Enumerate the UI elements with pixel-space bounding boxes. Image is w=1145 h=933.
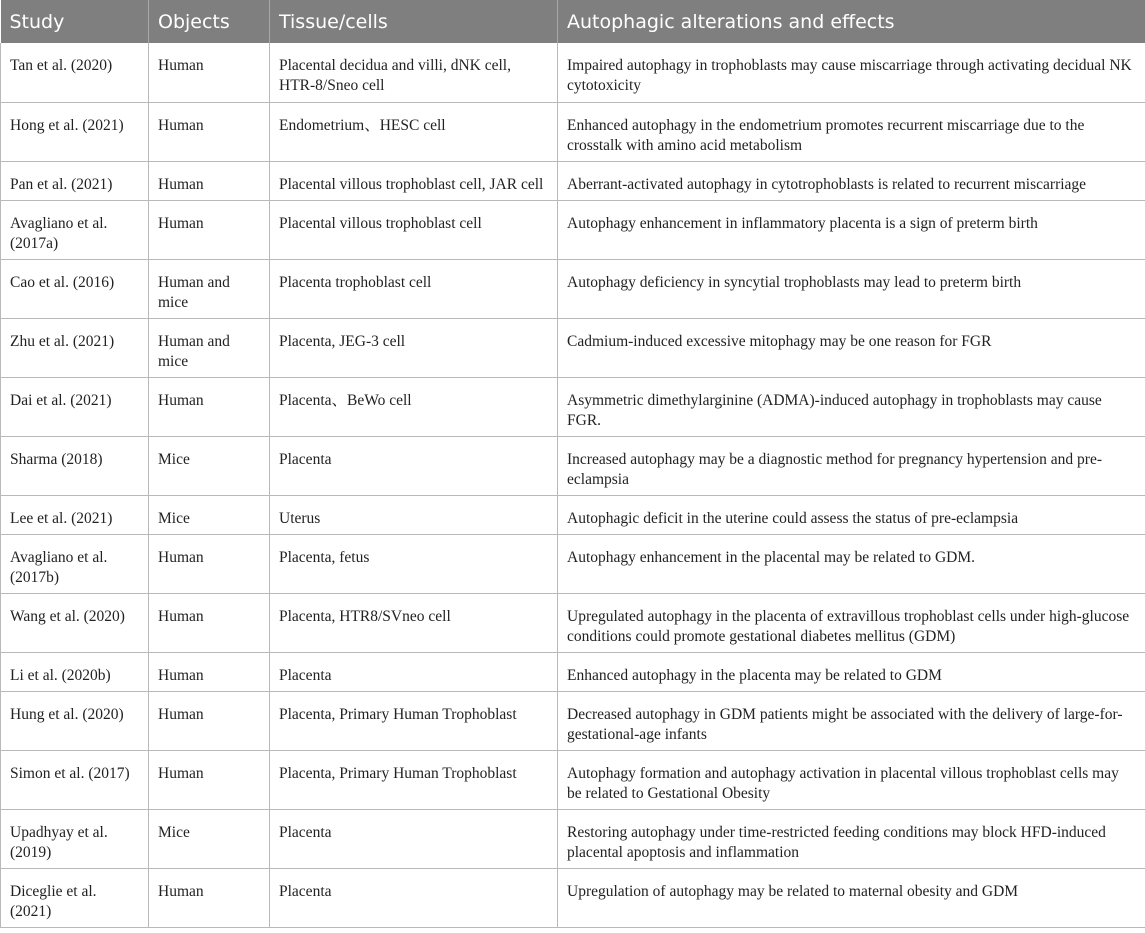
table-row [1, 691, 1145, 750]
cell-tissue: Placenta [270, 436, 558, 495]
cell-objects: Human [149, 377, 270, 436]
cell-tissue: Placenta [270, 868, 558, 927]
table-row [1, 436, 1145, 495]
table-row [1, 102, 1145, 161]
cell-objects: Human [149, 200, 270, 259]
cell-effects: Upregulation of autophagy may be related to maternal obesity and GDM [558, 868, 1145, 927]
cell-study: Diceglie et al. (2021) [1, 868, 149, 927]
table-row [1, 593, 1145, 652]
cell-effects: Autophagy deficiency in syncytial trophoblasts may lead to preterm birth [558, 259, 1145, 318]
cell-effects: Restoring autophagy under time-restricted feeding conditions may block HFD-induced placental apoptosis and inflammation [558, 809, 1145, 868]
cell-effects: Decreased autophagy in GDM patients might be associated with the delivery of large-for-gestational-age infants [558, 691, 1145, 750]
cell-objects: Human [149, 593, 270, 652]
table-row [1, 495, 1145, 534]
cell-tissue: Endometrium、HESC cell [270, 102, 558, 161]
cell-effects: Autophagy enhancement in inflammatory placenta is a sign of preterm birth [558, 200, 1145, 259]
table-row [1, 750, 1145, 809]
cell-objects: Human [149, 868, 270, 927]
cell-objects: Human [149, 534, 270, 593]
header-study: Study [1, 0, 149, 43]
cell-study: Zhu et al. (2021) [1, 318, 149, 377]
cell-objects: Human and mice [149, 318, 270, 377]
cell-study: Pan et al. (2021) [1, 161, 149, 200]
cell-study: Li et al. (2020b) [1, 652, 149, 691]
header-row [1, 0, 1145, 43]
cell-effects: Autophagy enhancement in the placental may be related to GDM. [558, 534, 1145, 593]
cell-effects: Enhanced autophagy in the placenta may be related to GDM [558, 652, 1145, 691]
table-row [1, 377, 1145, 436]
cell-study: Lee et al. (2021) [1, 495, 149, 534]
cell-tissue: Placenta trophoblast cell [270, 259, 558, 318]
cell-effects: Autophagy formation and autophagy activation in placental villous trophoblast cells may be related to Gestational Obesity [558, 750, 1145, 809]
table-row [1, 652, 1145, 691]
table-row [1, 43, 1145, 102]
cell-study: Hong et al. (2021) [1, 102, 149, 161]
cell-objects: Mice [149, 809, 270, 868]
cell-tissue: Uterus [270, 495, 558, 534]
cell-study: Simon et al. (2017) [1, 750, 149, 809]
cell-objects: Human [149, 750, 270, 809]
cell-effects: Upregulated autophagy in the placenta of extravillous trophoblast cells under high-glucose conditions could promote gestational diabetes mellitus (GDM) [558, 593, 1145, 652]
table-row [1, 200, 1145, 259]
cell-tissue: Placenta, Primary Human Trophoblast [270, 750, 558, 809]
table-row [1, 868, 1145, 927]
table-body [1, 43, 1145, 927]
cell-tissue: Placental decidua and villi, dNK cell, HTR-8/Sneo cell [270, 43, 558, 102]
table-row [1, 809, 1145, 868]
cell-study: Dai et al. (2021) [1, 377, 149, 436]
cell-tissue: Placental villous trophoblast cell [270, 200, 558, 259]
cell-study: Tan et al. (2020) [1, 43, 149, 102]
cell-objects: Human [149, 102, 270, 161]
cell-objects: Mice [149, 436, 270, 495]
cell-study: Avagliano et al. (2017b) [1, 534, 149, 593]
header-autophagic-effects: Autophagic alterations and effects [558, 0, 1145, 43]
cell-tissue: Placenta, Primary Human Trophoblast [270, 691, 558, 750]
table-row [1, 534, 1145, 593]
cell-effects: Enhanced autophagy in the endometrium promotes recurrent miscarriage due to the crosstalk with amino acid metabolism [558, 102, 1145, 161]
cell-tissue: Placenta, fetus [270, 534, 558, 593]
cell-objects: Human and mice [149, 259, 270, 318]
cell-effects: Aberrant-activated autophagy in cytotrophoblasts is related to recurrent miscarriage [558, 161, 1145, 200]
cell-objects: Human [149, 43, 270, 102]
cell-tissue: Placenta, HTR8/SVneo cell [270, 593, 558, 652]
cell-objects: Human [149, 652, 270, 691]
cell-study: Cao et al. (2016) [1, 259, 149, 318]
table-header [1, 0, 1145, 43]
table-row [1, 259, 1145, 318]
cell-objects: Mice [149, 495, 270, 534]
cell-tissue: Placental villous trophoblast cell, JAR cell [270, 161, 558, 200]
cell-study: Avagliano et al. (2017a) [1, 200, 149, 259]
cell-effects: Cadmium-induced excessive mitophagy may be one reason for FGR [558, 318, 1145, 377]
cell-study: Sharma (2018) [1, 436, 149, 495]
cell-effects: Increased autophagy may be a diagnostic method for pregnancy hypertension and pre-eclampsia [558, 436, 1145, 495]
table-row [1, 318, 1145, 377]
cell-objects: Human [149, 161, 270, 200]
cell-effects: Autophagic deficit in the uterine could assess the status of pre-eclampsia [558, 495, 1145, 534]
cell-tissue: Placenta, JEG-3 cell [270, 318, 558, 377]
cell-study: Hung et al. (2020) [1, 691, 149, 750]
table-row [1, 161, 1145, 200]
cell-effects: Asymmetric dimethylarginine (ADMA)-induced autophagy in trophoblasts may cause FGR. [558, 377, 1145, 436]
cell-objects: Human [149, 691, 270, 750]
cell-study: Wang et al. (2020) [1, 593, 149, 652]
header-objects: Objects [149, 0, 270, 43]
cell-tissue: Placenta [270, 809, 558, 868]
header-tissue-cells: Tissue/cells [270, 0, 558, 43]
cell-tissue: Placenta [270, 652, 558, 691]
cell-study: Upadhyay et al. (2019) [1, 809, 149, 868]
cell-effects: Impaired autophagy in trophoblasts may cause miscarriage through activating decidual NK cytotoxicity [558, 43, 1145, 102]
cell-tissue: Placenta、BeWo cell [270, 377, 558, 436]
